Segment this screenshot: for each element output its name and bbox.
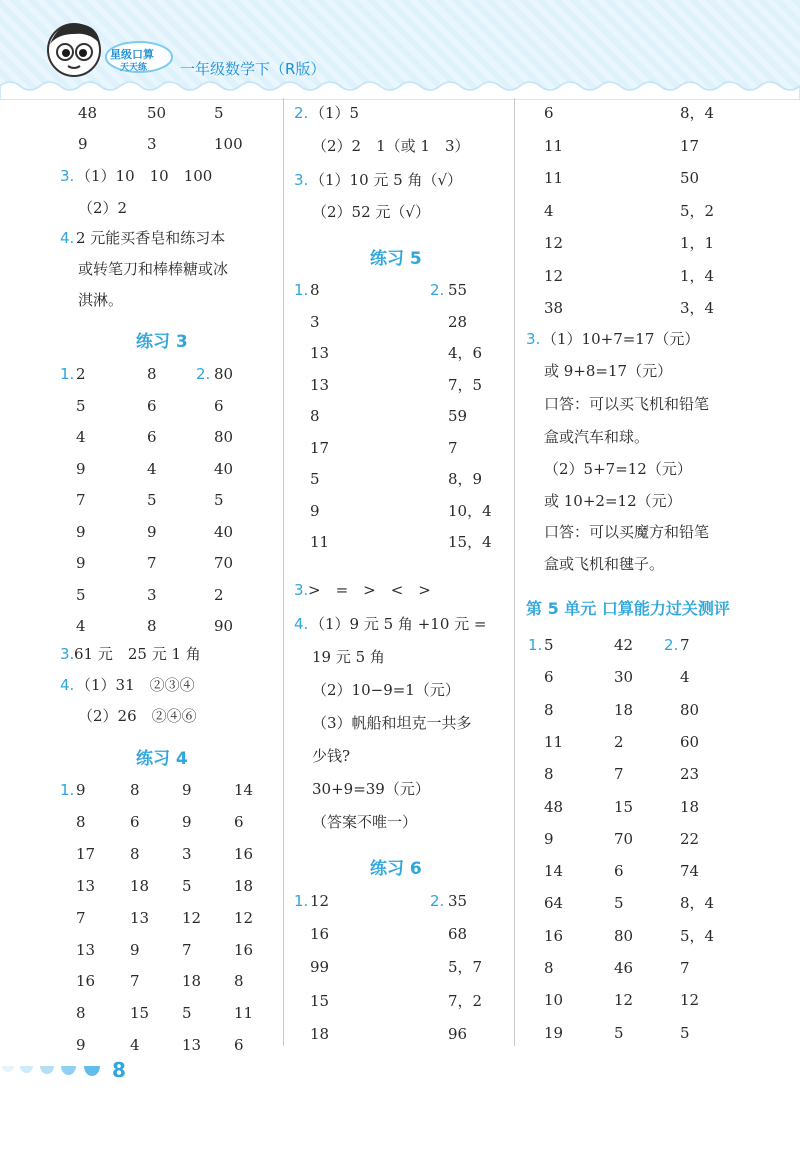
answer-value: 5 bbox=[544, 636, 554, 654]
answer-text: （2）26 ②④⑥ bbox=[78, 707, 197, 725]
answer-value: 68 bbox=[448, 925, 468, 944]
answer-value: 19 bbox=[544, 1023, 564, 1042]
answer-value: 8 bbox=[130, 781, 140, 799]
answer-value: 8 bbox=[544, 959, 554, 977]
answer-value: 11 bbox=[310, 533, 330, 551]
question-number: 1. bbox=[60, 365, 75, 383]
answer-value: 7 bbox=[614, 765, 624, 784]
answer-value: 9 bbox=[182, 781, 192, 799]
answer-value: 13 bbox=[130, 908, 150, 927]
answer-value: 12 bbox=[234, 908, 254, 927]
answer-value: 23 bbox=[680, 765, 700, 784]
answer-value: 8 bbox=[544, 700, 554, 719]
answer-value: 18 bbox=[310, 1024, 330, 1043]
header-wave-border bbox=[0, 78, 800, 100]
answer-value: 2 bbox=[614, 732, 624, 751]
answer-value: 60 bbox=[680, 732, 700, 751]
section-heading-exercise-4: 练习 4 bbox=[136, 749, 188, 769]
answer-value: 8 bbox=[147, 617, 157, 635]
question-number: 4. bbox=[60, 229, 75, 247]
answer-text: （2）52 元（√） bbox=[312, 203, 430, 221]
answer-value: 22 bbox=[680, 829, 700, 848]
answer-value: 8 bbox=[310, 407, 320, 425]
logo-subtitle: 天天练 bbox=[120, 63, 148, 73]
answer-value: 15，4 bbox=[448, 533, 492, 551]
answer-value: 3，4 bbox=[680, 299, 715, 317]
answer-value: 9 bbox=[544, 829, 554, 848]
answer-text: （1）31 ②③④ bbox=[76, 676, 195, 694]
answer-value: 18 bbox=[614, 700, 634, 719]
question-number: 4. bbox=[60, 676, 75, 694]
question-number: 1. bbox=[528, 636, 543, 654]
question-number: 3. bbox=[60, 645, 75, 663]
answer-text: 或转笔刀和棒棒糖或冰 bbox=[78, 260, 229, 278]
answer-value: 5 bbox=[680, 1023, 690, 1042]
answer-value: 13 bbox=[310, 344, 330, 362]
answer-value: 4，6 bbox=[448, 344, 483, 362]
answer-value: 50 bbox=[680, 169, 700, 187]
answer-value: 5，2 bbox=[680, 201, 715, 220]
answer-value: 96 bbox=[448, 1024, 468, 1043]
answer-value: 17 bbox=[76, 844, 96, 863]
answer-value: 40 bbox=[214, 459, 234, 478]
answer-text: （2）2 1（或 1 3） bbox=[312, 137, 470, 155]
answer-value: 12 bbox=[680, 991, 700, 1010]
answer-value: 16 bbox=[544, 926, 564, 945]
answer-value: 8 bbox=[147, 365, 157, 383]
answer-value: 70 bbox=[614, 829, 634, 848]
answer-value: 46 bbox=[614, 959, 634, 977]
question-number: 1. bbox=[60, 781, 75, 799]
answer-value: 13 bbox=[76, 876, 96, 895]
answer-value: 100 bbox=[214, 135, 243, 153]
answer-value: 80 bbox=[614, 926, 634, 945]
answer-text: 2 元能买香皂和练习本 bbox=[76, 229, 226, 247]
answer-value: 11 bbox=[544, 169, 564, 187]
section-heading-exercise-3: 练习 3 bbox=[136, 332, 188, 352]
answer-value: 17 bbox=[310, 438, 330, 457]
answer-text: 少钱? bbox=[312, 747, 351, 765]
answer-value: 8 bbox=[130, 844, 140, 863]
answer-value: 99 bbox=[310, 958, 330, 977]
answer-value: 6 bbox=[614, 862, 624, 881]
answer-value: 74 bbox=[680, 862, 700, 881]
answer-value: 13 bbox=[76, 940, 96, 959]
answer-value: 4 bbox=[76, 617, 86, 635]
question-number: 3. bbox=[294, 581, 309, 599]
answer-value: 5 bbox=[614, 894, 624, 913]
answer-value: 6 bbox=[544, 668, 554, 687]
answer-value: 13 bbox=[310, 375, 330, 394]
answer-value: 14 bbox=[544, 862, 564, 881]
answer-value: 6 bbox=[147, 396, 157, 415]
answer-text: （3）帆船和坦克一共多 bbox=[312, 714, 472, 732]
answer-value: 9 bbox=[76, 522, 86, 541]
answer-value: 90 bbox=[214, 617, 234, 635]
answer-value: 7 bbox=[182, 940, 192, 959]
answer-value: 50 bbox=[147, 104, 167, 122]
answer-value: 80 bbox=[214, 365, 234, 383]
answer-text: （1）10 10 100 bbox=[76, 167, 213, 185]
question-number: 2. bbox=[196, 365, 211, 383]
answer-value: 8 bbox=[76, 812, 86, 831]
question-number: 2. bbox=[430, 281, 445, 299]
answer-value: 5 bbox=[182, 1004, 192, 1023]
answer-value: 5 bbox=[614, 1023, 624, 1042]
question-number: 3. bbox=[294, 171, 309, 189]
footer-dots-decoration bbox=[0, 1064, 110, 1082]
answer-value: 5 bbox=[147, 491, 157, 509]
answer-value: 12 bbox=[310, 892, 330, 910]
answer-value: 16 bbox=[234, 844, 254, 863]
answer-value: 16 bbox=[234, 940, 254, 959]
answer-value: 7 bbox=[130, 972, 140, 991]
answer-text: 淇淋。 bbox=[78, 291, 124, 309]
answer-value: 6 bbox=[544, 104, 554, 122]
answer-text: 盒或汽车和球。 bbox=[544, 428, 650, 446]
answer-value: 6 bbox=[130, 812, 140, 831]
question-number: 2. bbox=[430, 892, 445, 910]
answer-value: 7 bbox=[147, 554, 157, 572]
answer-text: 19 元 5 角 bbox=[312, 648, 385, 666]
answer-value: 18 bbox=[182, 972, 202, 991]
answer-value: 7 bbox=[76, 491, 86, 509]
answer-value: 12 bbox=[182, 908, 202, 927]
answer-value: 55 bbox=[448, 281, 468, 299]
answer-value: 15 bbox=[130, 1004, 150, 1023]
answer-value: 42 bbox=[614, 636, 634, 654]
page-number: 8 bbox=[112, 1058, 126, 1082]
answer-value: 4 bbox=[76, 428, 86, 446]
question-number: 4. bbox=[294, 615, 309, 633]
answer-value: 1，1 bbox=[680, 234, 715, 252]
answer-value: 2 bbox=[214, 585, 224, 604]
answer-text: 61 元 25 元 1 角 bbox=[74, 645, 201, 663]
answer-value: 10 bbox=[544, 991, 564, 1010]
answer-value: 6 bbox=[147, 428, 157, 446]
answer-text: （2）2 bbox=[78, 199, 128, 217]
answer-value: 7，5 bbox=[448, 375, 483, 394]
answer-value: 5 bbox=[310, 470, 320, 488]
answer-value: 8 bbox=[234, 972, 244, 991]
answer-value: 18 bbox=[234, 876, 254, 895]
answer-value: 18 bbox=[680, 797, 700, 816]
answer-text: 口答：可以买魔方和铅笔 bbox=[544, 523, 710, 541]
answer-value: 15 bbox=[310, 991, 330, 1010]
answer-value: 5 bbox=[76, 585, 86, 604]
answer-value: 9 bbox=[76, 781, 86, 799]
column-divider-left bbox=[283, 98, 284, 1046]
question-number: 3. bbox=[60, 167, 75, 185]
answer-value: 40 bbox=[214, 522, 234, 541]
answer-value: 3 bbox=[310, 312, 320, 331]
answer-value: 1，4 bbox=[680, 266, 715, 285]
answer-value: 28 bbox=[448, 312, 468, 331]
answer-text: （答案不唯一） bbox=[312, 813, 418, 831]
question-number: 3. bbox=[526, 330, 541, 348]
question-number: 2. bbox=[664, 636, 679, 654]
answer-value: 70 bbox=[214, 554, 234, 572]
answer-value: 9 bbox=[310, 501, 320, 520]
answer-text: （1）9 元 5 角 +10 元 = bbox=[310, 615, 487, 633]
answer-value: 14 bbox=[234, 781, 254, 799]
answer-value: 3 bbox=[147, 585, 157, 604]
answer-value: 7 bbox=[76, 908, 86, 927]
answer-text: （1）10+7=17（元） bbox=[542, 330, 700, 348]
answer-value: 17 bbox=[680, 136, 700, 155]
answer-value: 4 bbox=[130, 1036, 140, 1055]
answer-value: 5 bbox=[182, 876, 192, 895]
answer-value: 9 bbox=[78, 135, 88, 153]
section-heading-unit-5-test: 第 5 单元 口算能力过关测评 bbox=[526, 599, 730, 618]
answer-value: 13 bbox=[182, 1036, 202, 1055]
answer-value: 59 bbox=[448, 407, 468, 425]
answer-value: 11 bbox=[544, 136, 564, 155]
answer-text: 口答：可以买飞机和铅笔 bbox=[544, 395, 710, 413]
answer-value: 12 bbox=[544, 266, 564, 285]
answer-value: 5，7 bbox=[448, 958, 483, 977]
answer-value: 9 bbox=[130, 940, 140, 959]
column-divider-right bbox=[514, 98, 515, 1046]
answer-text: （2）5+7=12（元） bbox=[544, 460, 692, 478]
question-number: 2. bbox=[294, 104, 309, 122]
answer-value: 8 bbox=[76, 1004, 86, 1023]
mascot-logo-icon bbox=[40, 14, 110, 84]
answer-text: 30+9=39（元） bbox=[312, 780, 430, 798]
answer-value: 11 bbox=[544, 732, 564, 751]
answer-value: 7 bbox=[448, 438, 458, 457]
answer-value: 6 bbox=[234, 1036, 244, 1055]
answer-value: 5 bbox=[76, 396, 86, 415]
answer-value: 9 bbox=[76, 1036, 86, 1055]
answer-value: 8 bbox=[310, 281, 320, 299]
question-number: 1. bbox=[294, 281, 309, 299]
answer-value: 3 bbox=[182, 844, 192, 863]
answer-text: （1）10 元 5 角（√） bbox=[310, 171, 463, 189]
answer-value: 80 bbox=[214, 428, 234, 446]
answer-value: 7，2 bbox=[448, 991, 483, 1010]
answer-value: 80 bbox=[680, 700, 700, 719]
answer-value: 48 bbox=[544, 797, 564, 816]
answer-value: 8 bbox=[544, 765, 554, 784]
answer-value: 2 bbox=[76, 365, 86, 383]
answer-value: 12 bbox=[544, 234, 564, 252]
answer-value: 10，4 bbox=[448, 501, 492, 520]
answer-value: 16 bbox=[310, 925, 330, 944]
answer-value: 48 bbox=[78, 104, 98, 122]
answer-value: 9 bbox=[147, 522, 157, 541]
section-heading-exercise-5: 练习 5 bbox=[370, 249, 422, 269]
answer-value: 6 bbox=[214, 396, 224, 415]
answer-value: 35 bbox=[448, 892, 468, 910]
answer-value: 38 bbox=[544, 299, 564, 317]
answer-text: 或 9+8=17（元） bbox=[544, 362, 673, 380]
answer-value: 5，4 bbox=[680, 926, 715, 945]
answer-text: 盒或飞机和毽子。 bbox=[544, 555, 665, 573]
answer-value: 8，9 bbox=[448, 470, 483, 488]
answer-value: 12 bbox=[614, 991, 634, 1010]
answer-value: 9 bbox=[76, 554, 86, 572]
answer-value: 7 bbox=[680, 959, 690, 977]
answer-value: 6 bbox=[234, 812, 244, 831]
answer-value: 5 bbox=[214, 491, 224, 509]
answer-text: > = > < > bbox=[308, 581, 431, 599]
question-number: 1. bbox=[294, 892, 309, 910]
logo-title: 星级口算 bbox=[110, 48, 154, 61]
answer-value: 4 bbox=[544, 201, 554, 220]
answer-value: 8，4 bbox=[680, 104, 715, 122]
answer-value: 3 bbox=[147, 135, 157, 153]
answer-value: 9 bbox=[182, 812, 192, 831]
answer-value: 15 bbox=[614, 797, 634, 816]
answer-value: 64 bbox=[544, 894, 564, 913]
answer-value: 30 bbox=[614, 668, 634, 687]
answer-value: 16 bbox=[76, 972, 96, 991]
answer-value: 7 bbox=[680, 636, 690, 654]
book-title: 一年级数学下（R版） bbox=[180, 60, 326, 78]
answer-value: 9 bbox=[76, 459, 86, 478]
answer-value: 5 bbox=[214, 104, 224, 122]
answer-value: 8，4 bbox=[680, 894, 715, 913]
answer-value: 4 bbox=[680, 668, 690, 687]
answer-text: （2）10−9=1（元） bbox=[312, 681, 460, 699]
answer-value: 18 bbox=[130, 876, 150, 895]
section-heading-exercise-6: 练习 6 bbox=[370, 859, 422, 879]
answer-value: 11 bbox=[234, 1004, 254, 1023]
answer-text: 或 10+2=12（元） bbox=[544, 492, 682, 510]
answer-text: （1）5 bbox=[310, 104, 360, 122]
answer-value: 4 bbox=[147, 459, 157, 478]
